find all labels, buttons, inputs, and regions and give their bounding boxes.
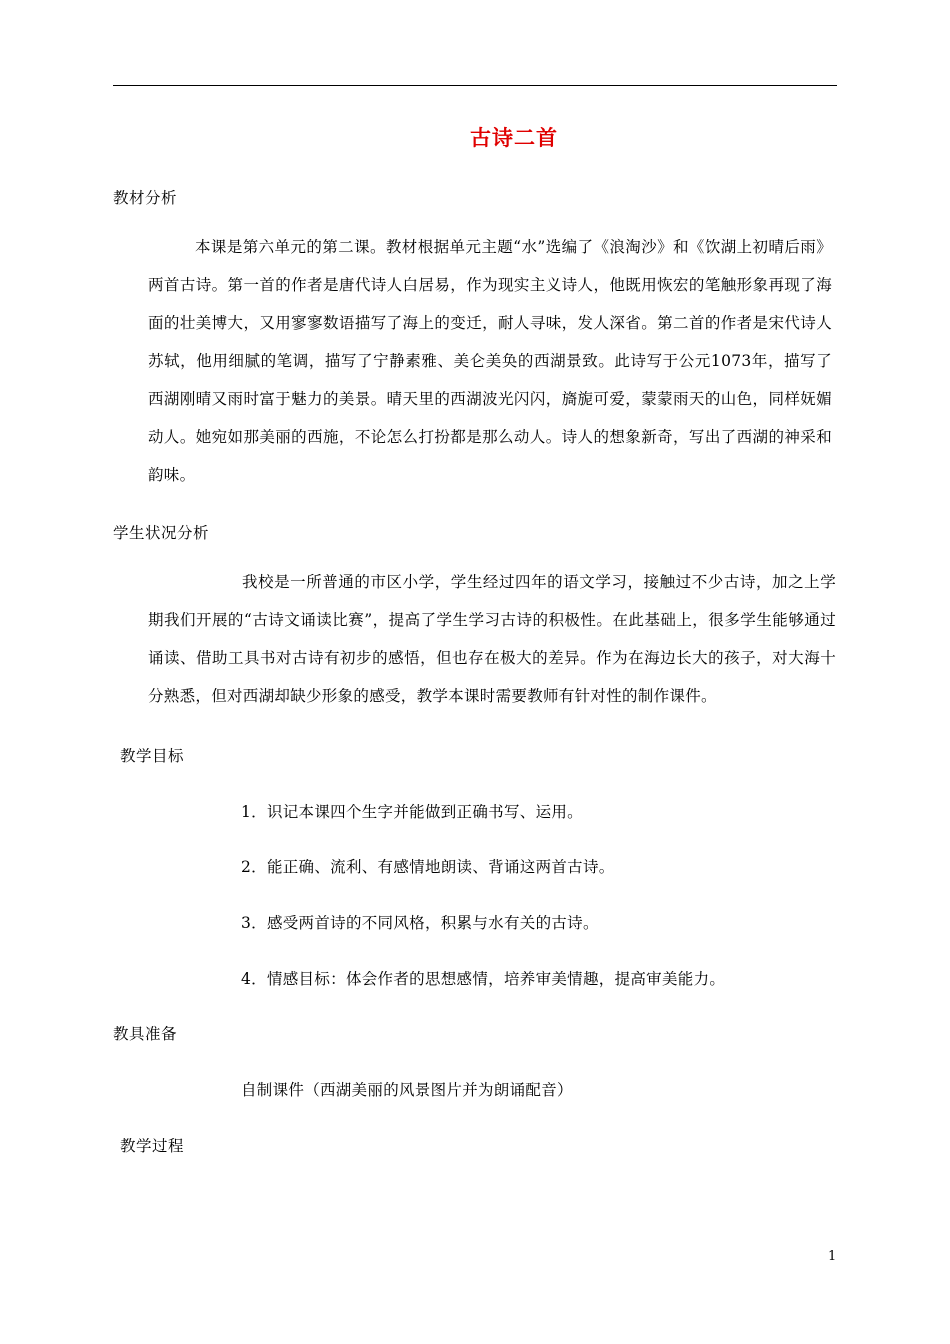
goal-item: 4．情感目标：体会作者的思想感情，培养审美情趣，提高审美能力。 [241, 970, 726, 988]
page-number: 1 [828, 1249, 837, 1264]
document-title: 古诗二首 [470, 125, 558, 150]
header-rule [113, 85, 837, 86]
section-heading-goals: 教学目标 [120, 747, 185, 765]
goal-item: 2．能正确、流利、有感情地朗读、背诵这两首古诗。 [241, 858, 615, 876]
tools-text: 自制课件（西湖美丽的风景图片并为朗诵配音） [241, 1081, 573, 1099]
students-paragraph: 我校是一所普通的市区小学，学生经过四年的语文学习，接触过不少古诗，加之上学期我们开展的“古诗文诵读比赛”，提高了学生学习古诗的积极性。在此基础上，很多学生能够通过诵读、借助工具书对古诗有初步的感悟，但也存在极大的差异。作为在海边长大的孩子，对大海十分熟悉，但对西湖却缺少形象的感受，教学本课时需要教师有针对性的制作课件。 [148, 573, 836, 705]
goal-item: 3．感受两首诗的不同风格，积累与水有关的古诗。 [241, 914, 599, 932]
section-heading-material: 教材分析 [113, 189, 178, 207]
goal-item: 1．识记本课四个生字并能做到正确书写、运用。 [241, 803, 583, 821]
section-heading-tools: 教具准备 [113, 1025, 178, 1043]
section-heading-students: 学生状况分析 [113, 524, 210, 542]
section-heading-process: 教学过程 [120, 1137, 185, 1155]
material-paragraph: 本课是第六单元的第二课。教材根据单元主题“水”选编了《浪淘沙》和《饮湖上初晴后雨》两首古诗。第一首的作者是唐代诗人白居易，作为现实主义诗人，他既用恢宏的笔触形象再现了海面的壮美博大，又用寥寥数语描写了海上的变迁，耐人寻味，发人深省。第二首的作者是宋代诗人苏轼，他用细腻的笔调，描写了宁静素雅、美仑美奂的西湖景致。此诗写于公元1073年，描写了西湖刚晴又雨时富于魅力的美景。晴天里的西湖波光闪闪，旖旎可爱，蒙蒙雨天的山色，同样妩媚动人。她宛如那美丽的西施，不论怎么打扮都是那么动人。诗人的想象新奇，写出了西湖的神采和韵味。 [148, 238, 832, 484]
